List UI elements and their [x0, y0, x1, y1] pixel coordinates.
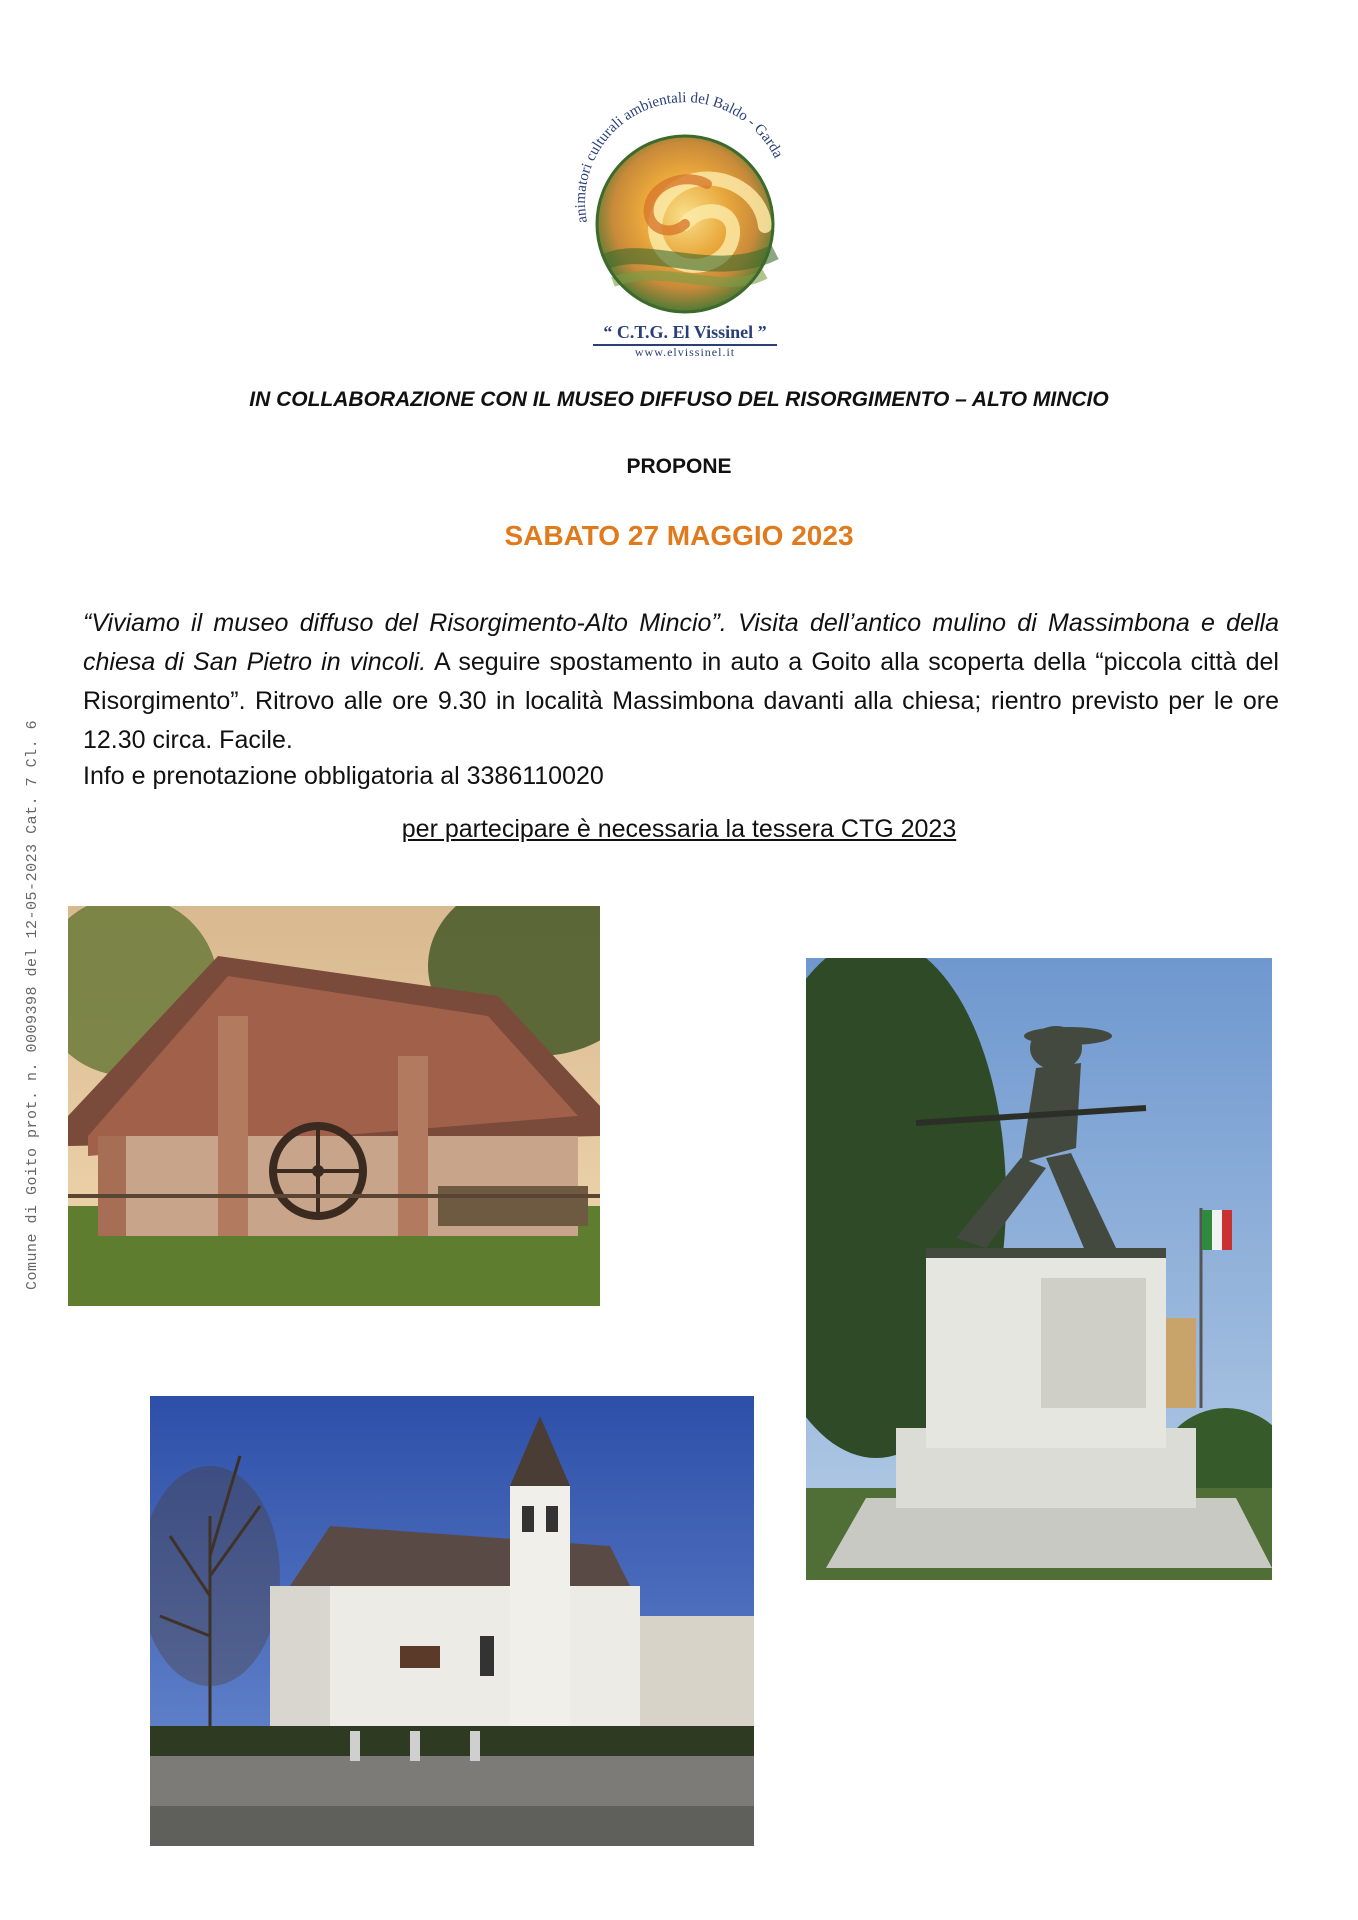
propone-heading: PROPONE: [626, 455, 732, 478]
collaboration-line: IN COLLABORAZIONE CON IL MUSEO DIFFUSO DEL RISORGIMENTO – ALTO MINCIO: [249, 388, 1109, 411]
description-title: “Viviamo il museo diffuso del Risorgimento-Alto Mincio”. Visita dell’antico mulino di Massimbona e della chiesa di San Pietro in vincoli.: [83, 609, 1279, 676]
church-photo: [150, 1396, 754, 1846]
ctg-logo: [565, 92, 805, 362]
requirement-note: per partecipare è necessaria la tessera CTG 2023: [401, 815, 957, 843]
event-date: SABATO 27 MAGGIO 2023: [504, 520, 854, 551]
logo-name: “ C.T.G. El Vissinel ”: [603, 322, 767, 342]
booking-info: Info e prenotazione obbligatoria al 3386110020: [83, 762, 604, 790]
protocol-stamp: Comune di Goito prot. n. 0009398 del 12-05-2023 Cat. 7 Cl. 6: [24, 719, 41, 1290]
logo-url: www.elvissinel.it: [634, 345, 736, 359]
logo-arc-text: animatori culturali ambientali del Baldo - Garda: [572, 92, 786, 225]
logo-swirl-graphic: [565, 92, 805, 322]
event-description: [83, 604, 1279, 760]
description-body: A seguire spostamento in auto a Goito alla scoperta della “piccola città del Risorgimento”. Ritrovo alle ore 9.30 in località Massimbona davanti alla chiesa; rientro previsto per le ore 12.30 circa. Facile.: [83, 648, 1279, 754]
statue-photo: [806, 958, 1272, 1580]
mill-photo: [68, 906, 600, 1306]
